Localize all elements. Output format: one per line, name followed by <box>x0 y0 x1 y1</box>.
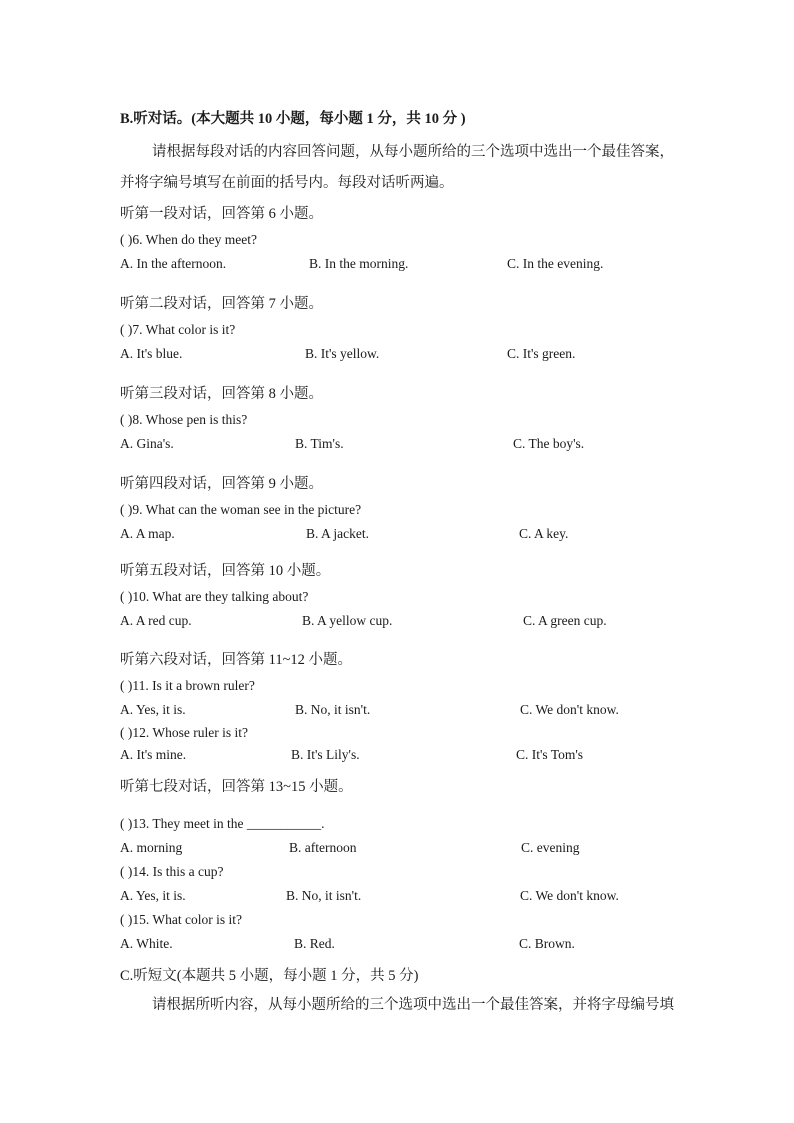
option-a: A. Gina's. <box>120 436 174 451</box>
option-a: A. Yes, it is. <box>120 702 186 717</box>
option-a: A. Yes, it is. <box>120 888 186 903</box>
option-a: A. White. <box>120 936 173 951</box>
option-c: C. We don't know. <box>520 702 619 717</box>
question-stem: ( )12. Whose ruler is it? <box>120 725 248 740</box>
option-b: B. No, it isn't. <box>286 888 362 903</box>
option-a: A. It's mine. <box>120 747 187 762</box>
question-stem: ( )13. They meet in the ___________. <box>120 816 325 831</box>
question-stem: ( )9. What can the woman see in the picture? <box>120 502 362 517</box>
option-c: C. Brown. <box>519 936 575 951</box>
dialog-intro: 听第四段对话，回答第 9 小题。 <box>120 476 323 492</box>
option-b: B. Tim's. <box>295 436 344 451</box>
option-a: A. It's blue. <box>120 346 183 361</box>
dialog-intro: 听第六段对话，回答第 11~12 小题。 <box>120 652 353 668</box>
option-c: C. evening <box>521 840 580 855</box>
option-b: B. No, it isn't. <box>295 702 371 717</box>
question-stem: ( )6. When do they meet? <box>120 232 257 247</box>
dialog-intro: 听第三段对话，回答第 8 小题。 <box>120 386 323 402</box>
option-c: C. A green cup. <box>523 613 607 628</box>
option-a: A. A red cup. <box>120 613 192 628</box>
option-c: C. It's Tom's <box>516 747 584 762</box>
option-c: C. In the evening. <box>507 256 604 271</box>
dialog-intro: 听第一段对话，回答第 6 小题。 <box>120 206 323 222</box>
dialog-intro: 听第五段对话，回答第 10 小题。 <box>120 563 331 579</box>
option-b: B. A jacket. <box>306 526 369 541</box>
option-b: B. A yellow cup. <box>302 613 393 628</box>
option-a: A. A map. <box>120 526 175 541</box>
question-stem: ( )14. Is this a cup? <box>120 864 224 879</box>
option-b: B. It's yellow. <box>305 346 380 361</box>
question-stem: ( )15. What color is it? <box>120 912 242 927</box>
question-stem: ( )7. What color is it? <box>120 322 236 337</box>
section-c-instruction: 请根据所听内容，从每小题所给的三个选项中选出一个最佳答案，并将字母编号填 <box>152 997 674 1013</box>
section-b-instruction-line-1: 请根据每段对话的内容回答问题，从每小题所给的三个选项中选出一个最佳答案， <box>152 144 674 160</box>
dialog-intro: 听第七段对话，回答第 13~15 小题。 <box>120 779 353 795</box>
option-b: B. afternoon <box>289 840 357 855</box>
option-a: A. In the afternoon. <box>120 256 227 271</box>
section-c-heading: C.听短文(本题共 5 小题，每小题 1 分，共 5 分) <box>120 968 419 984</box>
section-b-heading: B.听对话。(本大题共 10 小题，每小题 1 分，共 10 分 ) <box>120 111 466 127</box>
question-stem: ( )8. Whose pen is this? <box>120 412 248 427</box>
option-c: C. A key. <box>519 526 569 541</box>
question-stem: ( )10. What are they talking about? <box>120 589 309 604</box>
dialog-intro: 听第二段对话，回答第 7 小题。 <box>120 296 323 312</box>
option-c: C. The boy's. <box>513 436 585 451</box>
option-c: C. We don't know. <box>520 888 619 903</box>
option-a: A. morning <box>120 840 183 855</box>
option-c: C. It's green. <box>507 346 576 361</box>
section-b-instruction-line-2: 并将字编号填写在前面的括号内。每段对话听两遍。 <box>120 175 454 191</box>
question-stem: ( )11. Is it a brown ruler? <box>120 678 255 693</box>
option-b: B. Red. <box>294 936 335 951</box>
option-b: B. In the morning. <box>309 256 409 271</box>
option-b: B. It's Lily's. <box>291 747 360 762</box>
